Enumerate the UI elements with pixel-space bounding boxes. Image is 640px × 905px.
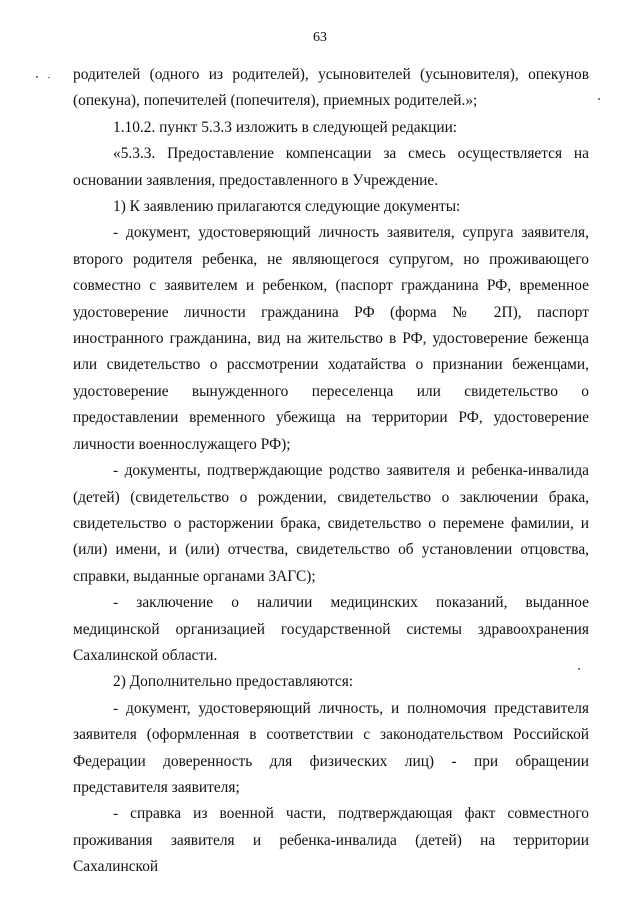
paragraph-list-heading-2: 2) Дополнительно предоставляются:	[113, 673, 354, 691]
paragraph-continuation: родителей (одного из родителей), усыновителей (усыновителя), опекунов (опекуна), попечителей (попечителя), приемных родителей.»;	[73, 66, 589, 110]
page-number: 63	[313, 30, 327, 45]
paragraph-list-heading-1: 1) К заявлению прилагаются следующие документы:	[113, 198, 461, 216]
scan-speck	[598, 98, 600, 100]
scan-speck	[48, 77, 50, 78]
paragraph-representative-document: - документ, удостоверяющий личность, и полномочия представителя заявителя (оформленная в соответствии с законодательством Российской Федерации доверенность для физических лиц) - при обращении представителя заявителя;	[73, 699, 589, 796]
document-body	[73, 62, 589, 881]
paragraph-military-certificate: - справка из военной части, подтверждающая факт совместного проживания заявителя и ребенка-инвалида (детей) на территории Сахалинской	[73, 805, 589, 876]
paragraph-amendment-item: 1.10.2. пункт 5.3.3 изложить в следующей редакции:	[113, 118, 458, 136]
paragraph-kinship-documents: - документы, подтверждающие родство заявителя и ребенка-инвалида (детей) (свидетельство о рождении, свидетельство о заключении брака, свидетельство о расторжении брака, свидетельство о перемене фамилии, и (или) имени, и (или) отчества, свидетельство об установлении отцовства, справки, выданные органами ЗАГС);	[73, 462, 589, 585]
paragraph-clause-5-3-3: «5.3.3. Предоставление компенсации за смесь осуществляется на основании заявления, предоставленного в Учреждение.	[73, 145, 589, 189]
paragraph-medical-conclusion: - заключение о наличии медицинских показаний, выданное медицинской организацией государственной системы здравоохранения Сахалинской области.	[73, 594, 589, 664]
scan-speck	[36, 76, 38, 78]
paragraph-identity-document: - документ, удостоверяющий личность заявителя, супруга заявителя, второго родителя ребенка, не являющегося супругом, но проживающего совместно с заявителем и ребенком, (паспорт гражданина РФ, временное удостоверение личности гражданина РФ (форма № 2П), паспорт иностранного гражданина, вид на жительство в РФ, удостоверение беженца или свидетельство о рассмотрении ходатайства о признании беженцами, удостоверение вынужденного переселенца или свидетельство о предоставлении временного убежища на территории РФ, удостоверение личности военнослужащего РФ);	[73, 224, 589, 453]
